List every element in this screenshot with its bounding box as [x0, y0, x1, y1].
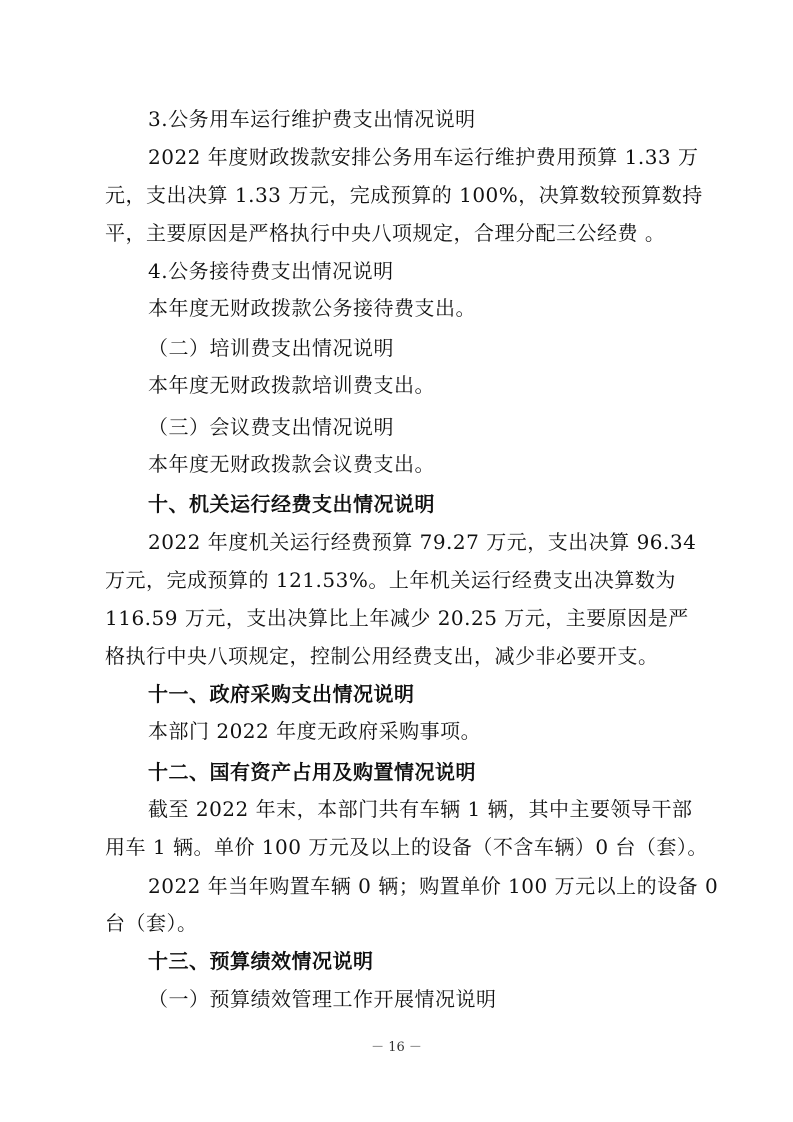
paragraph-operating-line3: 116.59 万元，支出决算比上年减少 20.25 万元，主要原因是严: [105, 606, 689, 630]
heading-vehicle-maintenance: 3.公务用车运行维护费支出情况说明: [148, 107, 476, 131]
paragraph-vehicle-line3: 平，主要原因是严格执行中央八项规定，合理分配三公经费 。: [105, 221, 666, 245]
paragraph-purchase-line1: 2022 年当年购置车辆 0 辆；购置单价 100 万元以上的设备 0: [148, 874, 719, 898]
paragraph-operating-line4: 格执行中央八项规定，控制公用经费支出，减少非必要开支。: [105, 644, 659, 668]
heading-reception: 4.公务接待费支出情况说明: [148, 259, 394, 283]
heading-meeting: （三）会议费支出情况说明: [148, 415, 394, 439]
paragraph-reception: 本年度无财政拨款公务接待费支出。: [148, 296, 476, 320]
paragraph-meeting: 本年度无财政拨款会议费支出。: [148, 452, 435, 476]
paragraph-assets-line2: 用车 1 辆。单价 100 万元及以上的设备（不含车辆）0 台（套）。: [105, 835, 708, 859]
paragraph-operating-line2: 万元，完成预算的 121.53%。上年机关运行经费支出决算数为: [105, 568, 676, 592]
paragraph-procurement: 本部门 2022 年度无政府采购事项。: [148, 719, 482, 743]
paragraph-assets-line1: 截至 2022 年末，本部门共有车辆 1 辆，其中主要领导干部: [148, 797, 693, 821]
paragraph-vehicle-line2: 元，支出决算 1.33 万元，完成预算的 100%，决算数较预算数持: [105, 183, 703, 207]
heading-section-12: 十二、国有资产占用及购置情况说明: [148, 760, 476, 784]
paragraph-purchase-line2: 台（套）。: [105, 911, 198, 935]
heading-section-11: 十一、政府采购支出情况说明: [148, 682, 415, 706]
heading-training: （二）培训费支出情况说明: [148, 336, 394, 360]
paragraph-vehicle-line1: 2022 年度财政拨款安排公务用车运行维护费用预算 1.33 万: [148, 145, 699, 169]
paragraph-operating-line1: 2022 年度机关运行经费预算 79.27 万元，支出决算 96.34: [148, 530, 697, 554]
paragraph-training: 本年度无财政拨款培训费支出。: [148, 373, 435, 397]
heading-section-10: 十、机关运行经费支出情况说明: [148, 492, 435, 516]
page-number: － 16 －: [371, 1040, 422, 1055]
heading-section-13: 十三、预算绩效情况说明: [148, 949, 374, 973]
heading-performance-management: （一）预算绩效管理工作开展情况说明: [148, 987, 497, 1011]
